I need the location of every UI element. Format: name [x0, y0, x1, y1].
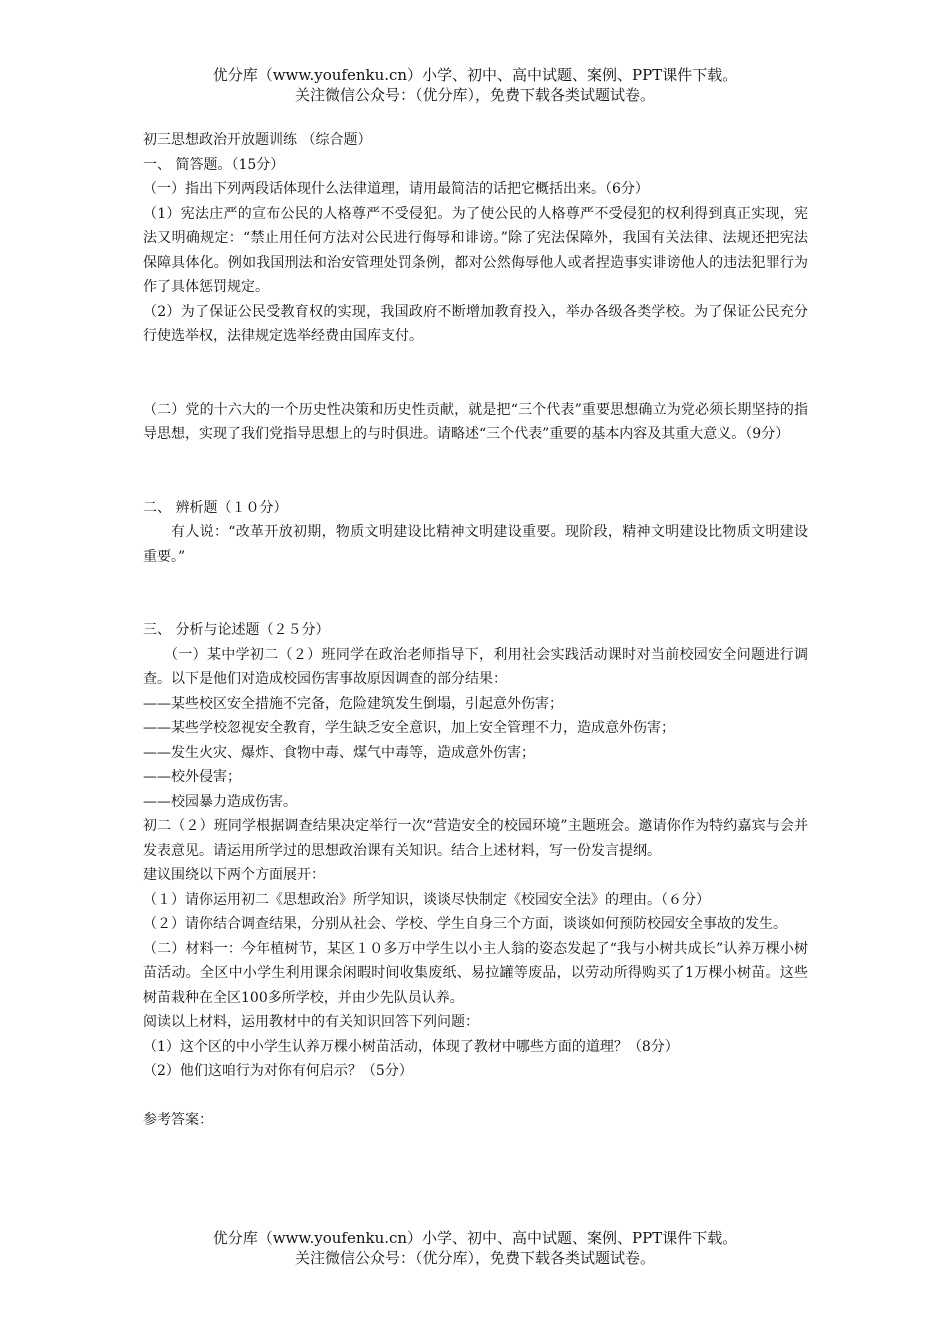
s3-question-1-intro: （一）某中学初二（２）班同学在政治老师指导下，利用社会实践活动课时对当前校园安全问题进行调查。以下是他们对造成校园伤害事故原因调查的部分结果： [143, 646, 808, 687]
page-footer [0, 1228, 950, 1268]
s1-question-1-intro: （一）指出下列两段话体现什么法律道理，请用最简洁的话把它概括出来。（6分） [143, 181, 649, 197]
s3-list-item: ——发生火灾、爆炸、食物中毒、煤气中毒等，造成意外伤害； [143, 744, 535, 761]
s3-question-1-task: 初二（２）班同学根据调查结果决定举行一次“营造安全的校园环境”主题班会。邀请你作为特约嘉宾与会并发表意见。请运用所学过的思想政治课有关知识。结合上述材料，写一份发言提纲。 [143, 818, 808, 859]
page-header [0, 65, 950, 105]
section-1-heading: 一、 简答题。（15分） [143, 156, 285, 173]
document-title: 初三思想政治开放题训练 （综合题） [143, 132, 372, 148]
section-3-heading: 三、 分析与论述题（２５分） [143, 622, 330, 638]
s3-question-2-material: （二）材料一：今年植树节，某区１０多万中学生以小主人翁的姿态发起了“我与小树共成长”认养万棵小树苗活动。全区中小学生利用课余闲暇时间收集废纸、易拉罐等废品，以劳动所得购买了1万棵小树苗。这些树苗栽种在全区100多所学校，并由少先队员认养。 [143, 940, 808, 1006]
s3-question-2-part-b: （2）他们这咱行为对你有何启示？（5分） [143, 1063, 413, 1079]
spacer [143, 1084, 808, 1108]
spacer [143, 447, 808, 496]
s1-question-2: （二）党的十六大的一个历史性决策和历史性贡献，就是把“三个代表”重要思想确立为党必须长期坚持的指导思想，实现了我们党指导思想上的与时俱进。请略述“三个代表”重要的基本内容及其重大意义。（9分） [143, 401, 808, 442]
s3-question-2-instruction: 阅读以上材料，运用教材中的有关知识回答下列问题： [143, 1014, 479, 1030]
s3-question-2-part-a: （1）这个区的中小学生认养万棵小树苗活动，体现了教材中哪些方面的道理？（8分） [143, 1038, 679, 1055]
spacer [143, 569, 808, 618]
s3-list-item: ——校外侵害； [143, 769, 241, 785]
answer-heading: 参考答案： [143, 1111, 213, 1128]
spacer [143, 349, 808, 398]
s1-question-1-paragraph-1: （1）宪法庄严的宣布公民的人格尊严不受侵犯。为了使公民的人格尊严不受侵犯的权利得到真正实现，宪法又明确规定：“禁止用任何方法对公民进行侮辱和诽谤。”除了宪法保障外，我国有关法律、法规还把宪法保障具体化。例如我国刑法和治安管理处罚条例，都对公然侮辱他人或者捏造事实诽谤他人的违法犯罪行为作了具体惩罚规定。 [143, 205, 808, 295]
s3-question-1-part-b: （２）请你结合调查结果，分别从社会、学校、学生自身三个方面，谈谈如何预防校园安全事故的发生。 [143, 916, 787, 932]
s3-question-1-part-a: （１）请你运用初二《思想政治》所学知识，谈谈尽快制定《校园安全法》的理由。（６分） [143, 891, 710, 908]
section-2-heading: 二、 辨析题（１０分） [143, 499, 288, 516]
s2-statement: 有人说：“改革开放初期，物质文明建设比精神文明建设重要。现阶段，精神文明建设比物质文明建设重要。” [143, 524, 808, 565]
s3-question-1-suggestion: 建议围绕以下两个方面展开： [143, 867, 325, 883]
s3-list-item: ——某些学校忽视安全教育，学生缺乏安全意识，加上安全管理不力，造成意外伤害； [143, 720, 675, 736]
document-body [143, 128, 808, 1132]
footer-line-2: 关注微信公众号：（优分库），免费下载各类试题试卷。 [294, 1249, 655, 1267]
header-line-2: 关注微信公众号：（优分库），免费下载各类试题试卷。 [294, 86, 655, 104]
header-line-1: 优分库（www.youfenku.cn）小学、初中、高中试题、案例、PPT课件下载。 [212, 66, 738, 84]
s1-question-1-paragraph-2: （2）为了保证公民受教育权的实现，我国政府不断增加教育投入，举办各级各类学校。为了保证公民充分行使选举权，法律规定选举经费由国库支付。 [143, 303, 808, 344]
s3-list-item: ——某些校区安全措施不完备，危险建筑发生倒塌，引起意外伤害； [143, 695, 563, 712]
s3-list-item: ——校园暴力造成伤害。 [143, 793, 297, 810]
footer-line-1: 优分库（www.youfenku.cn）小学、初中、高中试题、案例、PPT课件下载。 [212, 1229, 738, 1247]
